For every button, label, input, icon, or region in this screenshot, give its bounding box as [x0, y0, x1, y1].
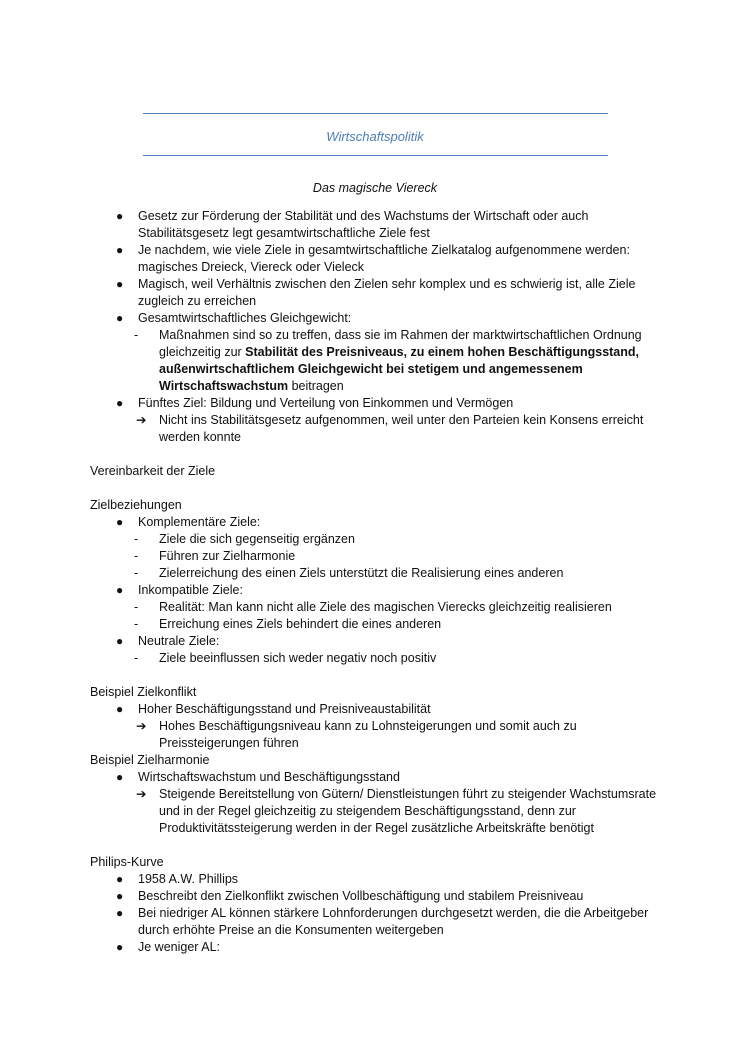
list-item — [90, 905, 670, 939]
title-rule-bottom — [143, 155, 608, 156]
list-item-text: Je nachdem, wie viele Ziele in gesamtwirtschaftliche Zielkatalog aufgenommene werden: magisches Dreieck, Viereck oder Vieleck — [138, 243, 630, 274]
list-item-text: Gesamtwirtschaftliches Gleichgewicht: — [138, 311, 352, 325]
bullet-icon: ● — [116, 906, 124, 920]
dash-icon: - — [134, 617, 139, 631]
list-item — [90, 242, 670, 276]
bullet-icon: ● — [116, 770, 124, 784]
list-item-text: Inkompatible Ziele: — [138, 583, 243, 597]
bullet-icon: ● — [116, 634, 124, 648]
sub-list-item — [90, 412, 670, 446]
bullet-icon: ● — [116, 243, 124, 257]
list-item — [90, 939, 670, 956]
bullet-icon: ● — [116, 277, 124, 291]
sub-text: Führen zur Zielharmonie — [159, 549, 296, 563]
sub-text: Realität: Man kann nicht alle Ziele des magischen Vierecks gleichzeitig realisieren — [159, 600, 612, 614]
list-item — [90, 769, 670, 786]
list-item-text: Gesetz zur Förderung der Stabilität und des Wachstums der Wirtschaft oder auch Stabilitätsgesetz legt gesamtwirtschaftliche Ziele fest — [138, 209, 589, 240]
sub-list-item — [90, 548, 670, 565]
list-item-text: Wirtschaftswachstum und Beschäftigungsstand — [138, 770, 400, 784]
list-item — [90, 208, 670, 242]
sub-text: Steigende Bereitstellung von Gütern/ Dienstleistungen führt zu steigender Wachstumsrate und in der Regel gleichzeitig zu steigendem Beschäftigungsstand, denn zur Produktivitätssteigerung werden in der Regel zusätzliche Arbeitskräfte benötigt — [159, 787, 657, 835]
sub-text-bold: Stabilität des Preisniveaus, zu einem hohen Beschäftigungsstand, außenwirtschaftlichem Gleichgewicht bei stetigem und angemessenem Wirtschaftswachstum — [159, 345, 639, 393]
sub-list-item — [90, 531, 670, 548]
dash-icon: - — [134, 549, 139, 563]
dash-icon: - — [134, 651, 139, 665]
arrow-right-icon: ➔ — [136, 413, 147, 427]
sub-list-item — [90, 616, 670, 633]
zielbeziehungen-heading: Zielbeziehungen — [90, 498, 182, 512]
bullet-icon: ● — [116, 702, 124, 716]
list-item — [90, 701, 670, 718]
title-rule-top — [143, 113, 608, 114]
sub-text: Hohes Beschäftigungsniveau kann zu Lohnsteigerungen und somit auch zu Preissteigerungen führen — [159, 719, 577, 750]
list-item — [90, 871, 670, 888]
dash-icon: - — [134, 566, 139, 580]
sub-text: Erreichung eines Ziels behindert die eines anderen — [159, 617, 442, 631]
list-item-text: Neutrale Ziele: — [138, 634, 220, 648]
list-item — [90, 310, 670, 327]
bullet-icon: ● — [116, 311, 124, 325]
arrow-right-icon: ➔ — [136, 787, 147, 801]
sub-list-item — [90, 650, 670, 667]
sub-text: Zielerreichung des einen Ziels unterstützt die Realisierung eines anderen — [159, 566, 564, 580]
zielharmonie-list — [90, 769, 670, 837]
magisches-viereck-list — [90, 208, 670, 446]
list-item — [90, 514, 670, 531]
list-item — [90, 633, 670, 650]
zielharmonie-heading: Beispiel Zielharmonie — [90, 753, 210, 767]
list-item-text: Beschreibt den Zielkonflikt zwischen Vollbeschäftigung und stabilem Preisniveau — [138, 889, 584, 903]
list-item-text: Komplementäre Ziele: — [138, 515, 261, 529]
bullet-icon: ● — [116, 872, 124, 886]
list-item-text: Je weniger AL: — [138, 940, 220, 954]
bullet-icon: ● — [116, 583, 124, 597]
bullet-icon: ● — [116, 889, 124, 903]
bullet-icon: ● — [116, 515, 124, 529]
sub-text: Ziele die sich gegenseitig ergänzen — [159, 532, 355, 546]
document-title: Wirtschaftspolitik — [326, 129, 424, 144]
document-body — [90, 208, 670, 956]
list-item-text: Hoher Beschäftigungsstand und Preisniveaustabilität — [138, 702, 431, 716]
sub-list-item — [90, 599, 670, 616]
sub-text: Ziele beeinflussen sich weder negativ noch positiv — [159, 651, 437, 665]
bullet-icon: ● — [116, 396, 124, 410]
list-item-text: Bei niedriger AL können stärkere Lohnforderungen durchgesetzt werden, die die Arbeitgeber durch erhöhte Preise an die Konsumenten weitergeben — [138, 906, 649, 937]
sub-list-item — [90, 718, 670, 752]
list-item-text: 1958 A.W. Phillips — [138, 872, 239, 886]
bullet-icon: ● — [116, 940, 124, 954]
list-item — [90, 276, 670, 310]
philips-heading: Philips-Kurve — [90, 855, 164, 869]
sub-list-item — [90, 327, 670, 395]
zielbeziehungen-list — [90, 514, 670, 667]
philips-list — [90, 871, 670, 956]
sub-text-before: Maßnahmen sind so zu treffen, dass sie im Rahmen der marktwirtschaftlichen Ordnung gleichzeitig zur — [159, 328, 642, 359]
zielkonflikt-list — [90, 701, 670, 752]
list-item — [90, 582, 670, 599]
list-item — [90, 888, 670, 905]
sub-list-item — [90, 786, 670, 837]
dash-icon: - — [134, 328, 139, 342]
dash-icon: - — [134, 532, 139, 546]
dash-icon: - — [134, 600, 139, 614]
list-item-text: Magisch, weil Verhältnis zwischen den Zielen sehr komplex und es schwierig ist, alle Ziele zugleich zu erreichen — [138, 277, 636, 308]
section-subtitle: Das magische Viereck — [312, 181, 438, 195]
bullet-icon: ● — [116, 209, 124, 223]
arrow-right-icon: ➔ — [136, 719, 147, 733]
zielkonflikt-heading: Beispiel Zielkonflikt — [90, 685, 197, 699]
sub-list-item — [90, 565, 670, 582]
sub-text: Nicht ins Stabilitätsgesetz aufgenommen, weil unter den Parteien kein Konsens erreicht werden konnte — [159, 413, 644, 444]
vereinbarkeit-heading: Vereinbarkeit der Ziele — [90, 464, 216, 478]
list-item — [90, 395, 670, 412]
list-item-text: Fünftes Ziel: Bildung und Verteilung von Einkommen und Vermögen — [138, 396, 514, 410]
sub-text-after: beitragen — [288, 379, 344, 393]
